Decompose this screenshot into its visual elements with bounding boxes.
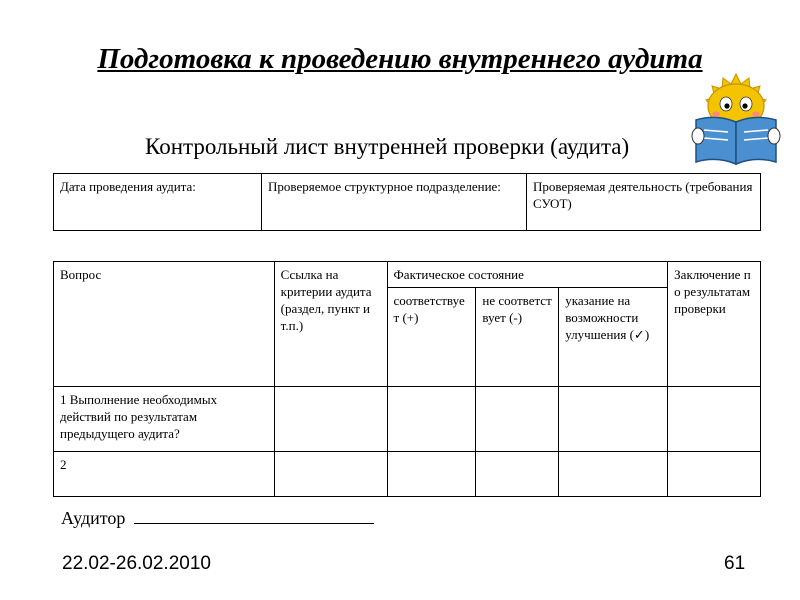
auditor-signature (61, 507, 374, 529)
audit-info-table (53, 173, 761, 231)
not-complies-cell[interactable] (476, 387, 559, 452)
not-complies-subheader: не соответствует (-) (476, 288, 559, 387)
reading-smiley-icon (686, 70, 786, 170)
table-row (54, 452, 761, 497)
activity-cell[interactable]: Проверяемая деятельность (требования СУОТ) (527, 174, 761, 231)
question-header: Вопрос (54, 262, 275, 387)
not-complies-cell[interactable] (476, 452, 559, 497)
auditor-signature-line[interactable] (134, 507, 374, 524)
checklist-table (53, 261, 761, 497)
improvement-cell[interactable] (559, 387, 668, 452)
date-range: 22.02-26.02.2010 (62, 553, 211, 574)
complies-subheader: соответствует (+) (387, 288, 476, 387)
auditor-label: Аудитор (61, 508, 126, 528)
question-cell: 1 Выполнение необходимых действий по результатам предыдущего аудита? (54, 387, 275, 452)
reference-header: Ссылка на критерии аудита (раздел, пункт и т.п.) (274, 262, 387, 387)
conclusion-header: Заключение по результатам проверки (668, 262, 761, 387)
page-number: 61 (724, 553, 746, 574)
slide-subtitle: Контрольный лист внутренней проверки (аудита) (145, 134, 630, 159)
audit-date-cell[interactable]: Дата проведения аудита: (54, 174, 262, 231)
conclusion-cell[interactable] (668, 387, 761, 452)
actual-state-header: Фактическое состояние (387, 262, 668, 288)
improvement-cell[interactable] (559, 452, 668, 497)
improvement-subheader: указание на возможности улучшения (✓) (559, 288, 668, 387)
book-shape (692, 117, 780, 164)
reference-cell[interactable] (274, 452, 387, 497)
slide-title: Подготовка к проведению внутреннего аудита (97, 43, 703, 75)
header-row (54, 262, 761, 288)
complies-cell[interactable] (387, 452, 476, 497)
conclusion-cell[interactable] (668, 452, 761, 497)
table-row (54, 387, 761, 452)
department-cell[interactable]: Проверяемое структурное подразделение: (262, 174, 527, 231)
complies-cell[interactable] (387, 387, 476, 452)
question-cell: 2 (54, 452, 275, 497)
reference-cell[interactable] (274, 387, 387, 452)
audit-info-row (54, 174, 761, 231)
